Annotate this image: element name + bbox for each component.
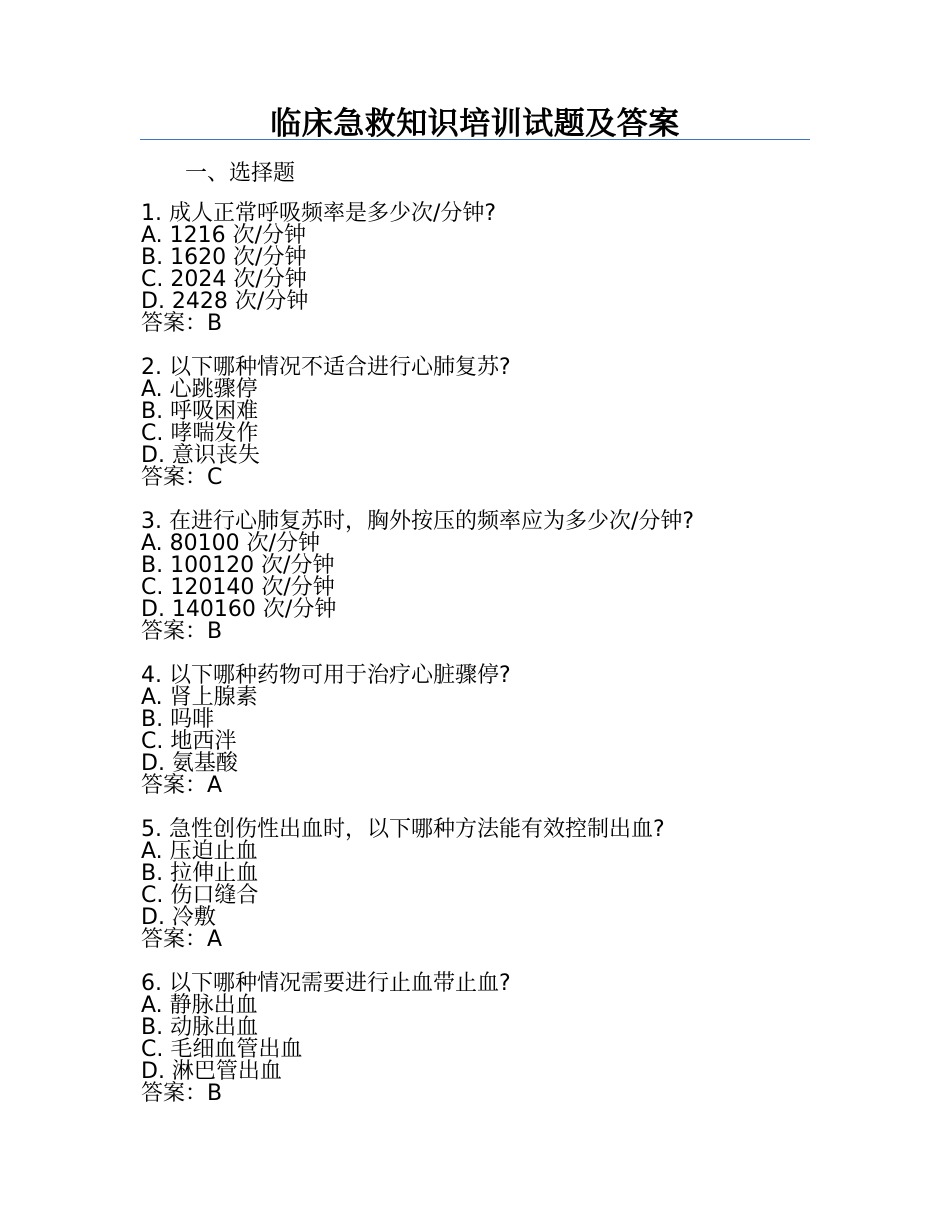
option-c: C. 哮喘发作 xyxy=(141,421,259,446)
option-c: C. 毛细血管出血 xyxy=(141,1037,303,1062)
option-b: B. 100120 次/分钟 xyxy=(141,553,335,578)
question-5 xyxy=(141,819,801,951)
option-c: C. 120140 次/分钟 xyxy=(141,575,335,600)
answer: 答案：B xyxy=(141,1081,223,1106)
question-2 xyxy=(141,357,801,489)
answer: 答案：A xyxy=(141,773,223,798)
answer: 答案：C xyxy=(141,465,223,490)
option-c: C. 2024 次/分钟 xyxy=(141,267,307,292)
title-underline xyxy=(140,139,810,140)
option-c: C. 地西泮 xyxy=(141,729,237,754)
option-d: D. 140160 次/分钟 xyxy=(141,597,337,622)
question-stem: 4. 以下哪种药物可用于治疗心脏骤停? xyxy=(141,663,511,688)
option-b: B. 1620 次/分钟 xyxy=(141,245,307,270)
question-stem: 2. 以下哪种情况不适合进行心肺复苏? xyxy=(141,355,511,380)
option-d: D. 淋巴管出血 xyxy=(141,1059,282,1084)
option-a: A. 静脉出血 xyxy=(141,993,258,1018)
option-a: A. 80100 次/分钟 xyxy=(141,531,321,556)
question-4 xyxy=(141,665,801,797)
option-c: C. 伤口缝合 xyxy=(141,883,259,908)
option-d: D. 冷敷 xyxy=(141,905,216,930)
question-stem: 6. 以下哪种情况需要进行止血带止血? xyxy=(141,971,511,996)
question-6 xyxy=(141,973,801,1105)
option-d: D. 氨基酸 xyxy=(141,751,238,776)
section-heading: 一、选择题 xyxy=(185,161,296,186)
option-a: A. 心跳骤停 xyxy=(141,377,258,402)
option-b: B. 呼吸困难 xyxy=(141,399,259,424)
question-list xyxy=(141,203,801,1127)
answer: 答案：B xyxy=(141,311,223,336)
answer: 答案：B xyxy=(141,619,223,644)
option-a: A. 肾上腺素 xyxy=(141,685,258,710)
option-a: A. 压迫止血 xyxy=(141,839,258,864)
option-b: B. 吗啡 xyxy=(141,707,215,732)
document-title: 临床急救知识培训试题及答案 xyxy=(270,106,680,142)
question-stem: 1. 成人正常呼吸频率是多少次/分钟? xyxy=(141,201,497,226)
option-b: B. 拉伸止血 xyxy=(141,861,259,886)
option-d: D. 意识丧失 xyxy=(141,443,260,468)
question-1 xyxy=(141,203,801,335)
option-d: D. 2428 次/分钟 xyxy=(141,289,309,314)
option-a: A. 1216 次/分钟 xyxy=(141,223,307,248)
question-stem: 5. 急性创伤性出血时，以下哪种方法能有效控制出血? xyxy=(141,817,665,842)
option-b: B. 动脉出血 xyxy=(141,1015,259,1040)
question-stem: 3. 在进行心肺复苏时，胸外按压的频率应为多少次/分钟? xyxy=(141,509,695,534)
answer: 答案：A xyxy=(141,927,223,952)
question-3 xyxy=(141,511,801,643)
